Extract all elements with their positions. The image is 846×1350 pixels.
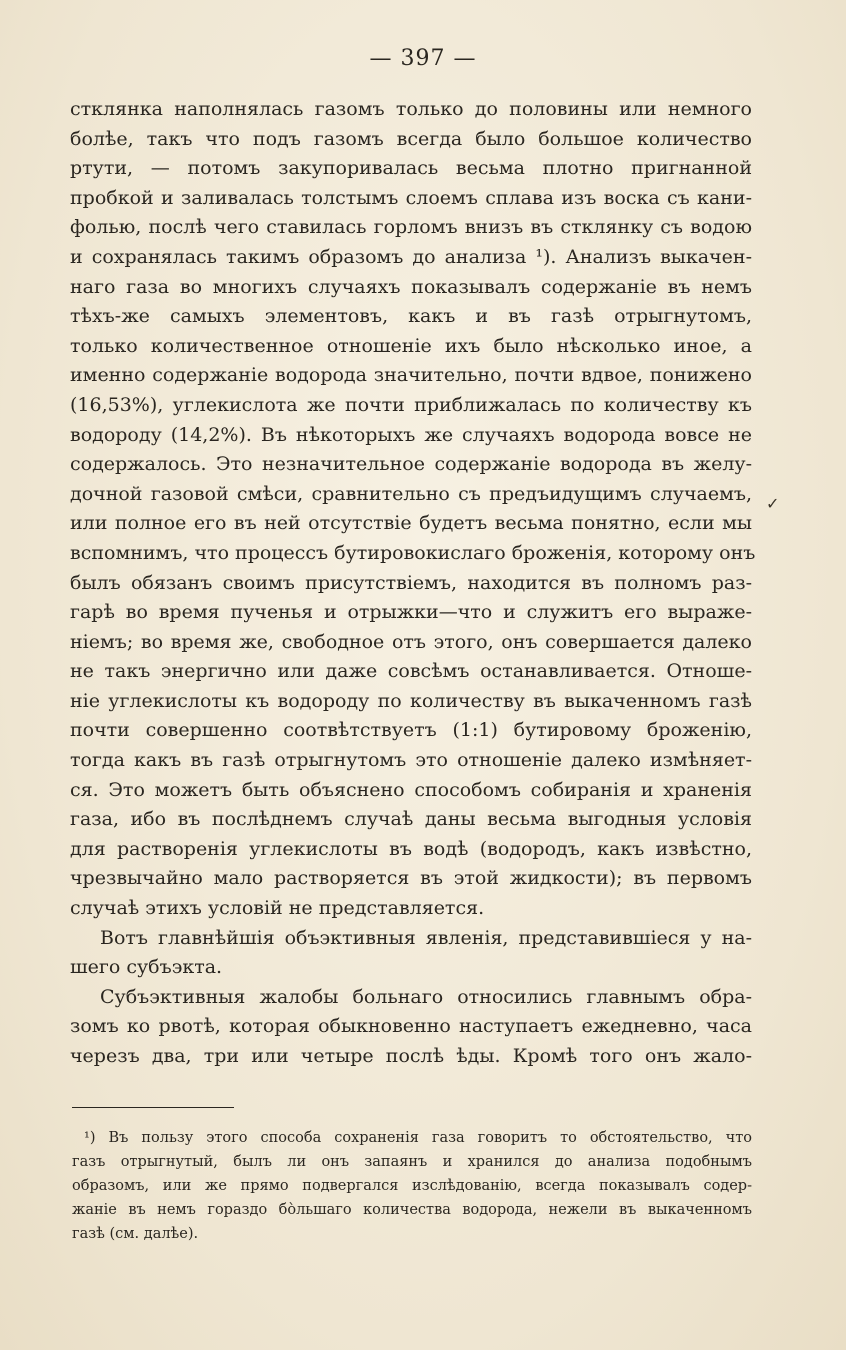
text-line: почти совершенно соотвѣтствуетъ (1:1) бутировому броженію, [70, 719, 752, 742]
text-line: ртути, — потомъ закупоривалась весьма плотно пригнанной [70, 157, 752, 180]
footnote-line: жаніе въ немъ гораздо бо̀льшаго количества водорода, нежели въ выкаченномъ [72, 1202, 752, 1218]
text-line: дочной газовой смѣси, сравнительно съ предъидущимъ случаемъ, [70, 482, 752, 505]
page-number: — 397 — [369, 46, 477, 71]
text-line: тогда какъ въ газѣ отрыгнутомъ это отношеніе далеко измѣняет- [70, 749, 752, 772]
footnote-line: ¹) Въ пользу этого способа сохраненія газа говоритъ то обстоятельство, что [84, 1130, 752, 1146]
text-line: газа, ибо въ послѣднемъ случаѣ даны весьма выгодныя условія [70, 808, 752, 831]
text-line: тѣхъ-же самыхъ элементовъ, какъ и въ газѣ отрыгнутомъ, [70, 305, 752, 328]
text-line: вспомнимъ, что процессъ бутировокислаго броженія, которому онъ [70, 541, 756, 564]
text-line: случаѣ этихъ условій не представляется. [70, 897, 485, 920]
text-line: шего субъэкта. [70, 956, 223, 979]
text-line: ніе углекислоты къ водороду по количеству въ выкаченномъ газѣ [70, 689, 752, 712]
text-line: стклянка наполнялась газомъ только до половины или немного [70, 98, 752, 120]
footnote-line: газъ отрыгнутый, былъ ли онъ запаянъ и хранился до анализа подобнымъ [72, 1154, 752, 1170]
text-line: для растворенія углекислоты въ водѣ (водородъ, какъ извѣстно, [70, 837, 752, 860]
text-line: и сохранялась такимъ образомъ до анализа ¹). Анализъ выкачен- [70, 245, 752, 268]
paragraph-first-line: Вотъ главнѣйшія объэктивныя явленія, представившіеся у на- [100, 926, 752, 949]
text-line: содержалось. Это незначительное содержаніе водорода въ желу- [70, 453, 752, 476]
text-line: ся. Это можетъ быть объяснено способомъ собиранія и храненія [70, 778, 752, 801]
text-line: водороду (14,2%). Въ нѣкоторыхъ же случаяхъ водорода вовсе не [70, 423, 752, 446]
footnote-line: образомъ, или же прямо подвергался изслѣдованію, всегда показывалъ содер- [72, 1178, 752, 1194]
text-line: пробкой и заливалась толстымъ слоемъ сплава изъ воска съ кани- [70, 186, 752, 209]
text-line: не такъ энергично или даже совсѣмъ останавливается. Отноше- [70, 660, 752, 683]
text-line: черезъ два, три или четыре послѣ ѣды. Кромѣ того онъ жало- [70, 1045, 752, 1067]
paragraph-first-line: Субъэктивныя жалобы больнаго относились главнымъ обра- [100, 985, 752, 1008]
text-line: (16,53%), углекислота же почти приближалась по количеству къ [70, 393, 752, 416]
text-line: или полное его въ ней отсутствіе будетъ весьма понятно, если мы [70, 512, 752, 535]
footnote [72, 1126, 752, 1246]
text-line: былъ обязанъ своимъ присутствіемъ, находится въ полномъ раз- [70, 571, 752, 594]
text-line: ніемъ; во время же, свободное отъ этого, онъ совершается далеко [70, 630, 752, 653]
text-line: фолью, послѣ чего ставилась горломъ внизъ въ стклянку съ водою [70, 216, 752, 239]
text-line: чрезвычайно мало растворяется въ этой жидкости); въ первомъ [70, 867, 752, 890]
text-line: зомъ ко рвотѣ, которая обыкновенно наступаетъ ежедневно, часа [70, 1015, 752, 1038]
text-line: именно содержаніе водорода значительно, почти вдвое, понижено [70, 364, 752, 387]
text-line: только количественное отношеніе ихъ было нѣсколько иное, а [70, 334, 752, 357]
text-line: болѣе, такъ что подъ газомъ всегда было большое количество [70, 127, 752, 150]
footnote-separator [72, 1107, 234, 1108]
text-line: гарѣ во время пученья и отрыжки—что и служитъ его выраже- [70, 601, 752, 624]
margin-pencil-mark: ✓ [766, 494, 780, 513]
footnote-line: газѣ (см. далѣе). [72, 1226, 199, 1242]
body-text [70, 95, 756, 1072]
text-line: наго газа во многихъ случаяхъ показывалъ содержаніе въ немъ [70, 275, 752, 298]
